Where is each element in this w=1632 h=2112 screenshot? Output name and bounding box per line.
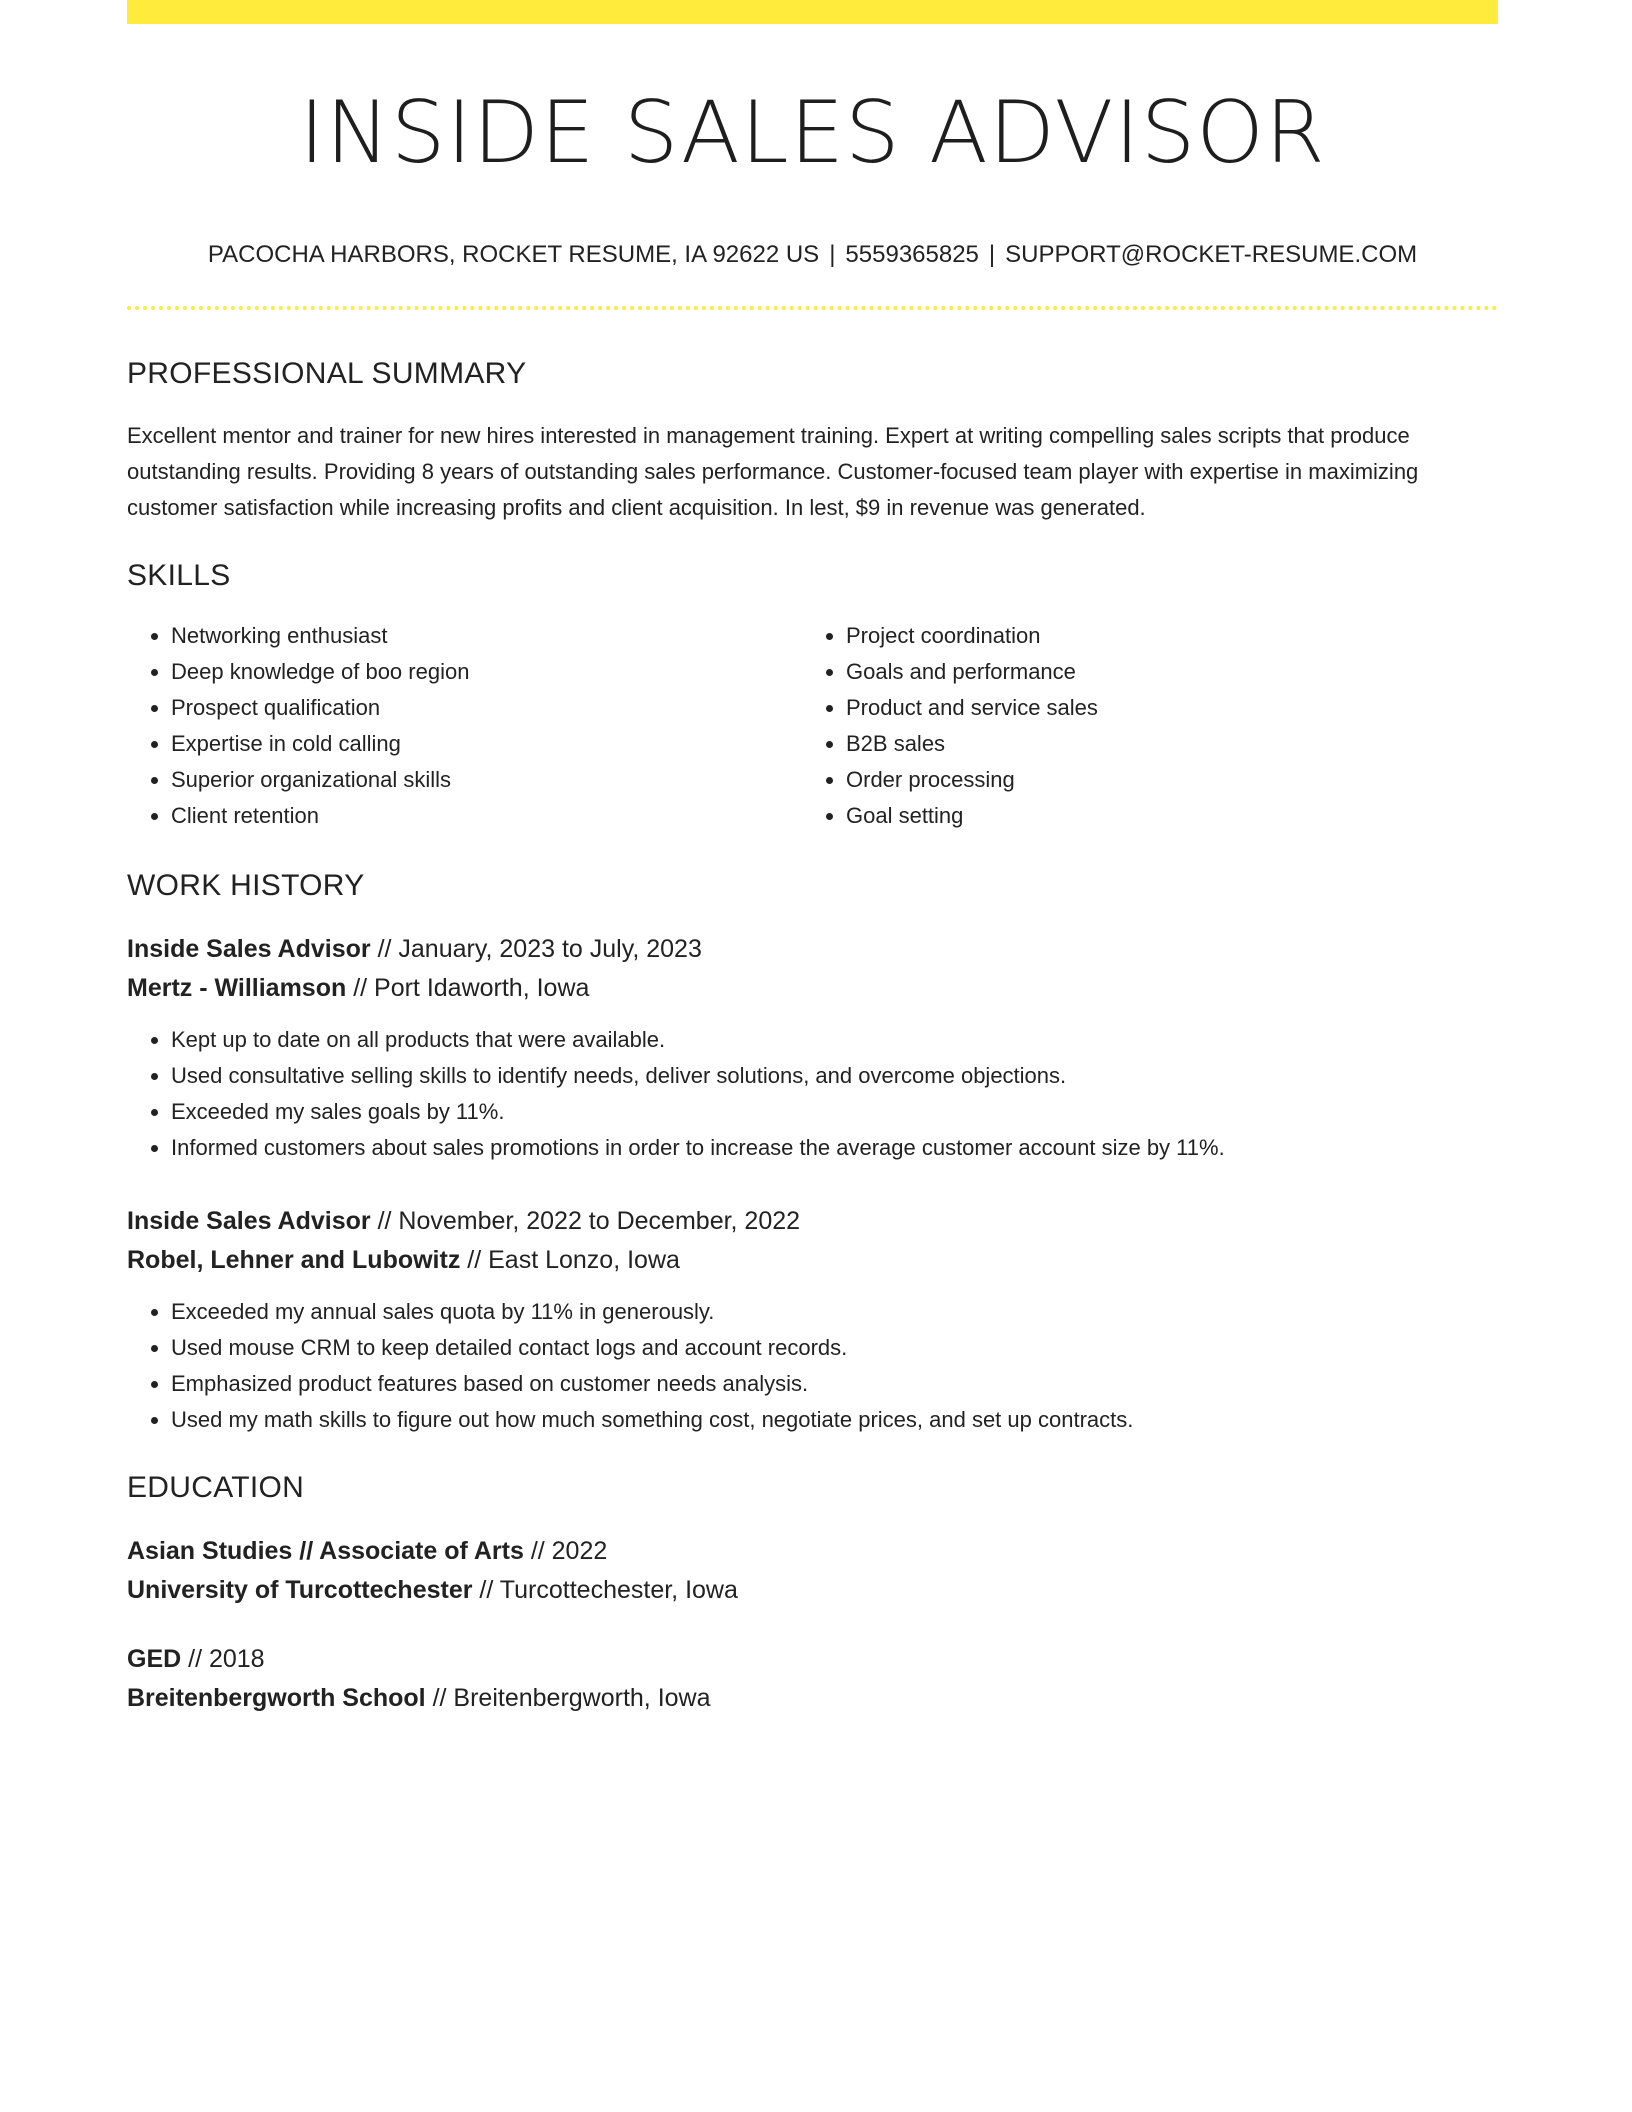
job-dates: // November, 2022 to December, 2022 [370,1206,801,1235]
job-company: Robel, Lehner and Lubowitz [127,1245,461,1274]
job-bullet: • Informed customers about sales promotions in order to increase the average customer account size by 11%. [171,1130,1498,1166]
skills-list [127,618,1498,834]
school-location: // Turcottechester, Iowa [472,1575,738,1604]
degree: GED [127,1644,182,1673]
job-role: Inside Sales Advisor [127,1206,371,1235]
degree: Asian Studies // Associate of Arts [127,1536,524,1565]
job-title-line [127,1202,1498,1241]
skill-item: • Order processing [846,762,1477,798]
skill-item: • Product and service sales [846,690,1477,726]
skills-heading: SKILLS [127,558,231,592]
summary-text: Excellent mentor and trainer for new hires interested in management training. Expert at writing compelling sales scripts that produce outstanding results. Providing 8 years of outstanding sales performance. Customer-focused team player with expertise in maximizing customer satisfaction while increasing profits and client acquisition. In lest, $9 in revenue was generated. [127,422,1419,520]
job-bullets [127,1022,1498,1166]
summary-heading: PROFESSIONAL SUMMARY [127,356,527,390]
job-bullet: • Exceeded my annual sales quota by 11% in generously. [171,1294,1498,1330]
job-location: // East Lonzo, Iowa [460,1245,680,1274]
contact-line [127,241,1498,270]
skill-item: • Deep knowledge of boo region [171,654,802,690]
dotted-divider [127,306,1498,310]
job-dates: // January, 2023 to July, 2023 [370,934,702,963]
resume-page [127,0,1498,1718]
degree-line [127,1532,1498,1571]
skill-item: • Networking enthusiast [171,618,802,654]
degree-year: // 2018 [181,1644,265,1673]
contact-address: PACOCHA HARBORS, ROCKET RESUME, IA 92622 US [207,241,820,269]
skill-item: • Prospect qualification [171,690,802,726]
degree-line [127,1640,1498,1679]
education-entry [127,1640,1498,1718]
education-entry [127,1532,1498,1610]
job-bullet: • Kept up to date on all products that were available. [171,1022,1498,1058]
contact-separator: | [829,241,836,269]
school-location: // Breitenbergworth, Iowa [425,1683,711,1712]
degree-year: // 2022 [523,1536,608,1565]
job-bullet: • Used mouse CRM to keep detailed contact logs and account records. [171,1330,1498,1366]
skills-column-right [802,618,1477,834]
accent-bar [127,0,1498,24]
job-location: // Port Idaworth, Iowa [346,973,590,1002]
contact-email: SUPPORT@ROCKET-RESUME.COM [1005,241,1418,269]
skill-item: • Goal setting [846,798,1477,834]
skill-item: • Expertise in cold calling [171,726,802,762]
page-title: INSIDE SALES ADVISOR [299,83,1326,183]
work-history-heading: WORK HISTORY [127,868,365,902]
job-company: Mertz - Williamson [127,973,347,1002]
skills-column-left [127,618,802,834]
job-bullet: • Exceeded my sales goals by 11%. [171,1094,1498,1130]
school: University of Turcottechester [127,1575,473,1604]
job-entry [127,930,1498,1166]
job-bullets [127,1294,1498,1438]
skill-item: • Project coordination [846,618,1477,654]
school-line [127,1571,1498,1610]
job-company-line [127,1241,1498,1280]
job-title-line [127,930,1498,969]
skill-item: • Goals and performance [846,654,1477,690]
school: Breitenbergworth School [127,1683,426,1712]
skill-item: • Client retention [171,798,802,834]
job-entry [127,1202,1498,1438]
education-heading: EDUCATION [127,1470,305,1504]
contact-separator: | [988,241,996,269]
job-bullet: • Emphasized product features based on customer needs analysis. [171,1366,1498,1402]
contact-phone: 5559365825 [845,241,979,269]
job-bullet: • Used my math skills to figure out how much something cost, negotiate prices, and set up contracts. [171,1402,1498,1438]
job-bullet: • Used consultative selling skills to identify needs, deliver solutions, and overcome objections. [171,1058,1498,1094]
skill-item: • Superior organizational skills [171,762,802,798]
job-role: Inside Sales Advisor [127,934,371,963]
job-company-line [127,969,1498,1008]
school-line [127,1679,1498,1718]
skill-item: • B2B sales [846,726,1477,762]
